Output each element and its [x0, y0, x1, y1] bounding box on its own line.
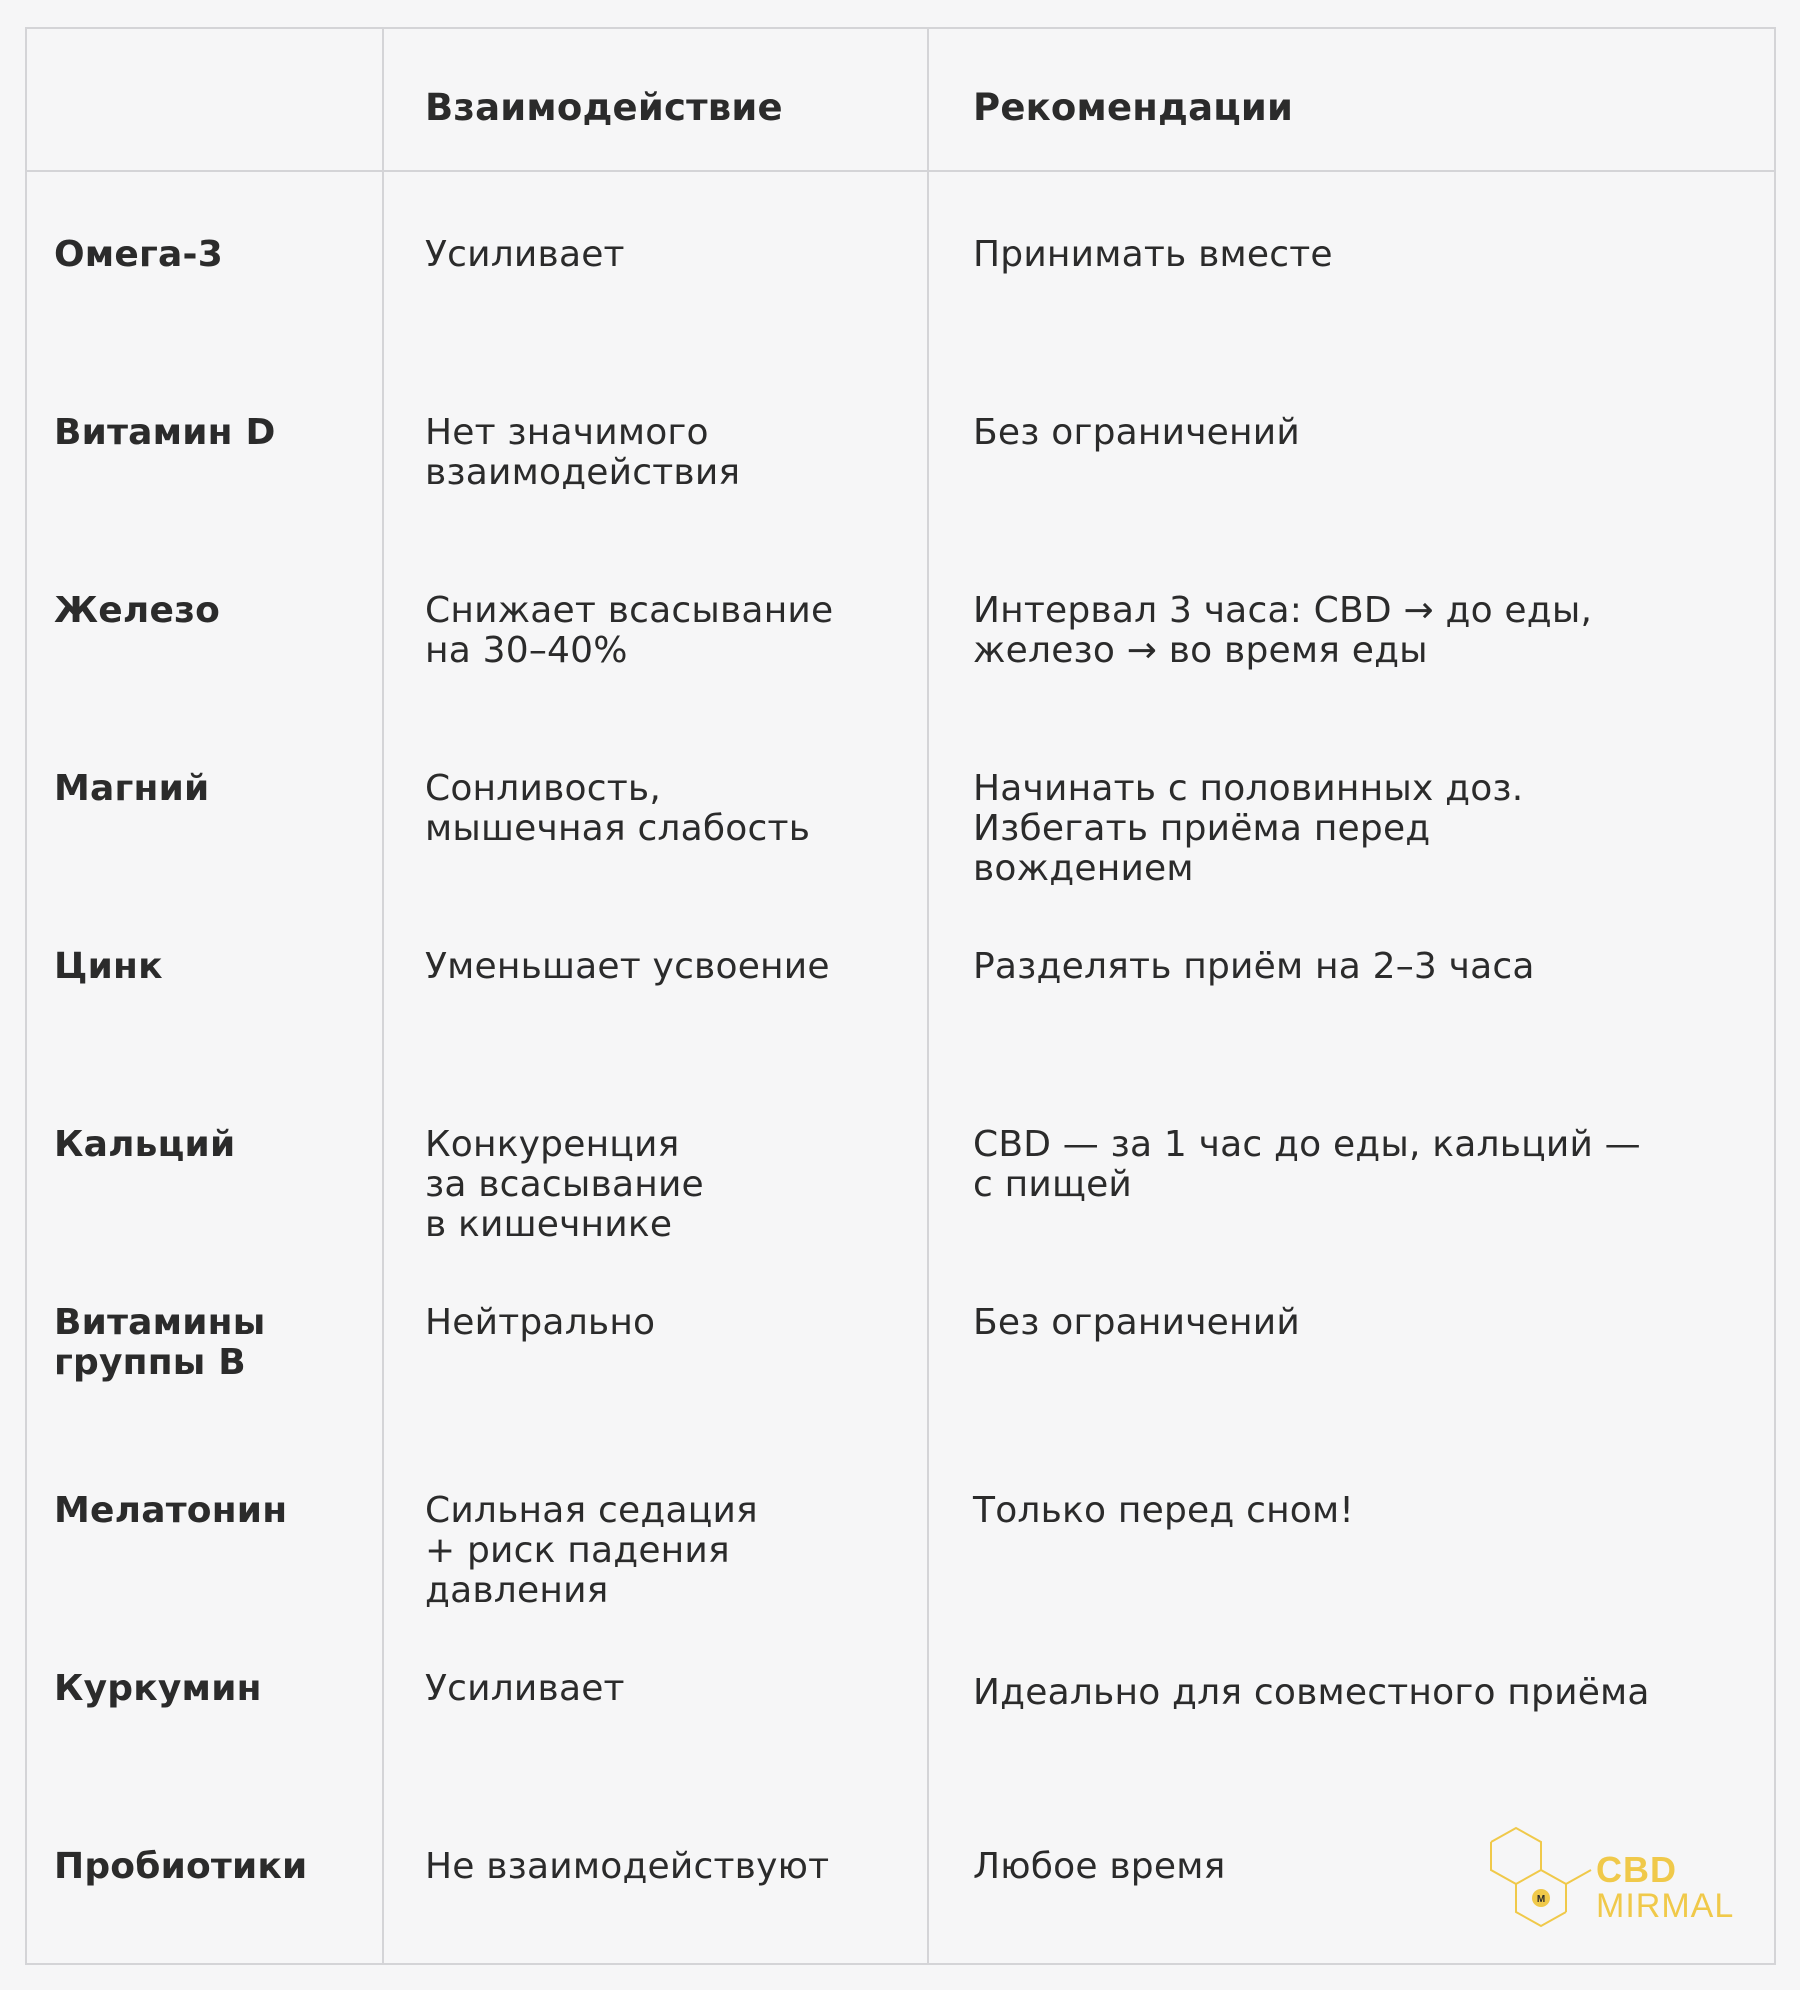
- logo-badge-letter: M: [1536, 1894, 1546, 1905]
- row-recommendation: Начинать с половинных доз. Избегать приёма перед вождением: [973, 768, 1524, 889]
- row-recommendation: Интервал 3 часа: CBD → до еды, железо → во время еды: [973, 590, 1593, 671]
- row-name: Витамины группы B: [54, 1302, 266, 1383]
- row-recommendation: Идеально для совместного приёма: [973, 1672, 1650, 1713]
- header-interaction: Взаимодействие: [425, 86, 783, 129]
- row-name: Цинк: [54, 946, 163, 987]
- row-name: Пробиотики: [54, 1846, 308, 1887]
- row-name: Кальций: [54, 1124, 236, 1165]
- row-interaction: Не взаимодействуют: [425, 1846, 830, 1887]
- row-recommendation: Разделять приём на 2–3 часа: [973, 946, 1535, 987]
- hexagon-molecule-icon: [1486, 1822, 1596, 1932]
- logo-wordmark: [1596, 1849, 1735, 1925]
- row-name: Магний: [54, 768, 210, 809]
- row-recommendation: Без ограничений: [973, 412, 1300, 453]
- row-interaction: Усиливает: [425, 1668, 625, 1709]
- row-interaction: Сильная седация + риск падения давления: [425, 1490, 758, 1611]
- row-name: Железо: [54, 590, 221, 631]
- row-interaction: Конкуренция за всасывание в кишечнике: [425, 1124, 704, 1245]
- row-interaction: Нет значимого взаимодействия: [425, 412, 741, 493]
- cbd-mirmal-logo: [1486, 1822, 1752, 1932]
- row-interaction: Нейтрально: [425, 1302, 656, 1343]
- row-recommendation: Любое время: [973, 1846, 1226, 1887]
- logo-line-mirmal: MIRMAL: [1596, 1887, 1735, 1925]
- column-divider: [382, 29, 384, 1963]
- row-interaction: Сонливость, мышечная слабость: [425, 768, 811, 849]
- column-divider: [927, 29, 929, 1963]
- row-name: Витамин D: [54, 412, 276, 453]
- row-name: Мелатонин: [54, 1490, 288, 1531]
- row-name: Куркумин: [54, 1668, 262, 1709]
- row-name: Омега-3: [54, 234, 223, 275]
- row-recommendation: Только перед сном!: [973, 1490, 1355, 1531]
- supplement-interaction-table: [25, 27, 1776, 1965]
- row-recommendation: Принимать вместе: [973, 234, 1333, 275]
- row-interaction: Уменьшает усвоение: [425, 946, 830, 987]
- row-recommendation: CBD — за 1 час до еды, кальций — с пищей: [973, 1124, 1641, 1205]
- header-recommendation: Рекомендации: [973, 86, 1294, 129]
- header-divider: [27, 170, 1774, 172]
- row-interaction: Снижает всасывание на 30–40%: [425, 590, 834, 671]
- row-interaction: Усиливает: [425, 234, 625, 275]
- logo-line-cbd: CBD: [1596, 1849, 1677, 1890]
- row-recommendation: Без ограничений: [973, 1302, 1300, 1343]
